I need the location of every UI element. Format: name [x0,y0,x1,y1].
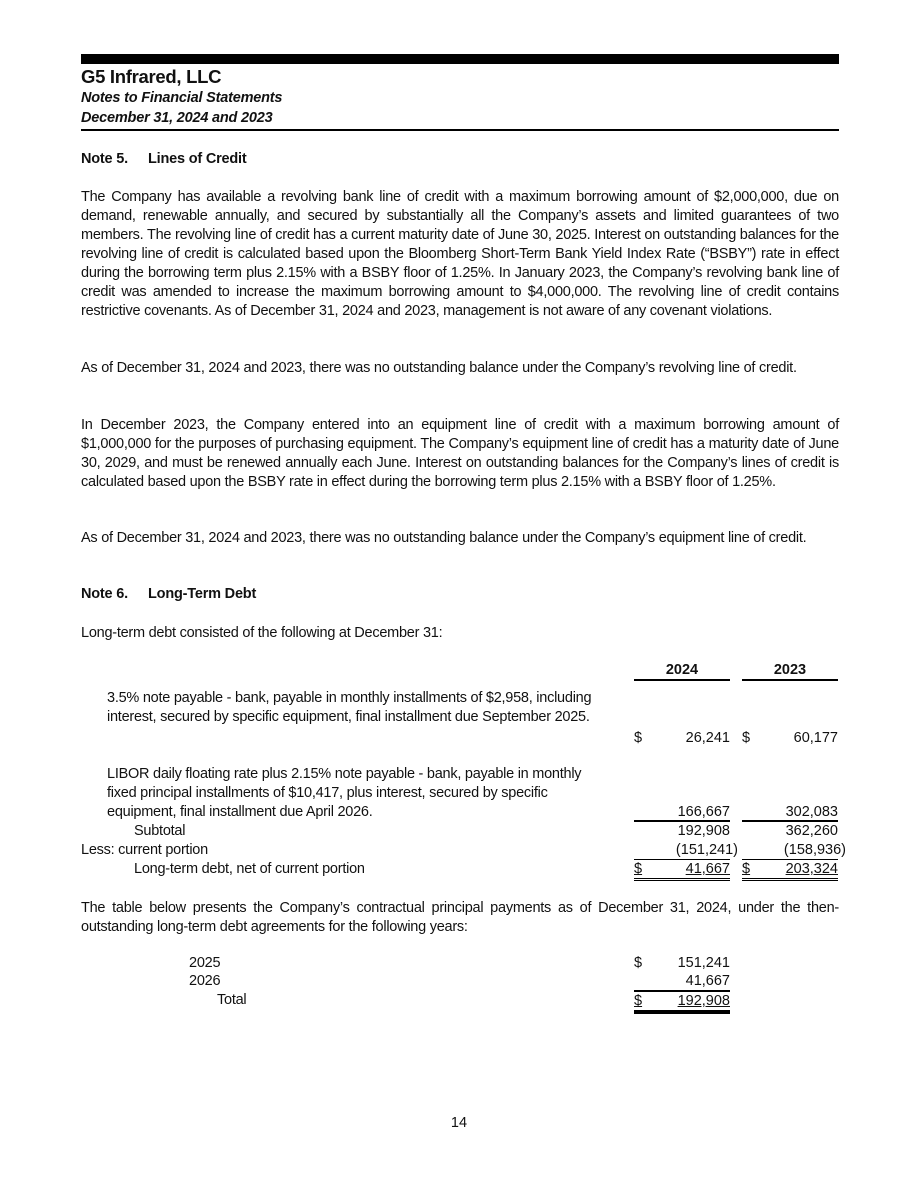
header-top-bar [81,54,839,64]
payment-year: 2026 [189,973,221,989]
note5-title: Lines of Credit [148,151,247,167]
note6-title: Long-Term Debt [148,586,257,602]
document-period: December 31, 2024 and 2023 [81,110,273,126]
payment-value: 41,667 [634,972,730,992]
debt-row-value-2024: $ 26,241 [634,730,730,746]
note6-number: Note 6. [81,586,128,602]
note5-paragraph-3: In December 2023, the Company entered into an equipment line of credit with a maximum borrowing amount of $1,000,000 for the purposes of purchasing equipment. The Company’s equipment line of credit has a maturity date of June 30, 2029, and must be renewed annually each June. Interest on outstanding balances for the Company’s lines of credit is calculated based upon the BSBY rate in effect during the borrowing term plus 2.15% with a BSBY floor of 1.25%. [81,417,839,490]
net-long-term-value-2024: $ 41,667 [634,860,730,881]
debt-row-value-2023: 302,083 [785,804,838,820]
note5-paragraph-1: The Company has available a revolving bank line of credit with a maximum borrowing amount of $2,000,000, due on demand, renewable annually, and secured by substantially all the Company’s assets and limited guarantees of two members. The revolving line of credit has a current maturity date of June 30, 2025. Interest on outstanding balances for the revolving line of credit is calculated based upon the Bloomberg Short-Term Bank Yield Index Rate (“BSBY”) rate in effect during the borrowing term plus 2.15% with a BSBY floor of 1.25%. In January 2023, the Company’s revolving bank line of credit was amended to increase the maximum borrowing amount to $4,000,000. The revolving line of credit contains restrictive covenants. As of December 31, 2024 and 2023, management is not aware of any covenant violations. [81,189,839,319]
company-name: G5 Infrared, LLC [81,66,222,87]
net-long-term-label: Long-term debt, net of current portion [134,861,365,877]
note5-heading [81,151,247,167]
payments-intro: The table below presents the Company’s contractual principal payments as of December 31, 2024, under the then-outstanding long-term debt agreements for the following years: [81,900,839,935]
page-header [81,66,839,128]
note6-heading [81,586,256,602]
page-number: 14 [450,1115,468,1131]
header-rule [81,129,839,131]
note5-paragraph-4: As of December 31, 2024 and 2023, there was no outstanding balance under the Company’s equipment line of credit. [81,530,807,546]
payment-year: 2025 [189,955,221,971]
note5-number: Note 5. [81,151,128,167]
subtotal-value-2023: 362,260 [742,820,838,840]
current-portion-label: Less: current portion [81,842,208,858]
subtotal-value-2024: 192,908 [634,820,730,840]
debt-row-value-2023: $ 60,177 [742,730,838,746]
debt-row-label: 3.5% note payable - bank, payable in monthly installments of $2,958, including interest, secured by specific equipment, final installment due September 2025. [107,690,592,725]
subtotal-label: Subtotal [134,823,186,839]
debt-row-label: LIBOR daily floating rate plus 2.15% note payable - bank, payable in monthly fixed principal installments of $10,417, plus interest, secured by specific equipment, final installment due April 2026. [107,766,582,820]
payment-value: $ 151,241 [634,955,730,971]
note6-intro: Long-term debt consisted of the following at December 31: [81,625,443,641]
current-portion-value-2024: (151,241) [634,841,730,860]
net-long-term-value-2023: $ 203,324 [742,860,838,881]
column-header-2024: 2024 [634,661,730,681]
current-portion-value-2023: (158,936) [742,841,838,860]
column-header-2023: 2023 [742,661,838,681]
payment-total-label: Total [217,992,247,1008]
document-subtitle: Notes to Financial Statements [81,90,283,106]
debt-row-value-2024: 166,667 [677,804,730,820]
payment-total-value: $ 192,908 [634,992,730,1014]
note5-paragraph-2: As of December 31, 2024 and 2023, there was no outstanding balance under the Company’s revolving line of credit. [81,360,797,376]
